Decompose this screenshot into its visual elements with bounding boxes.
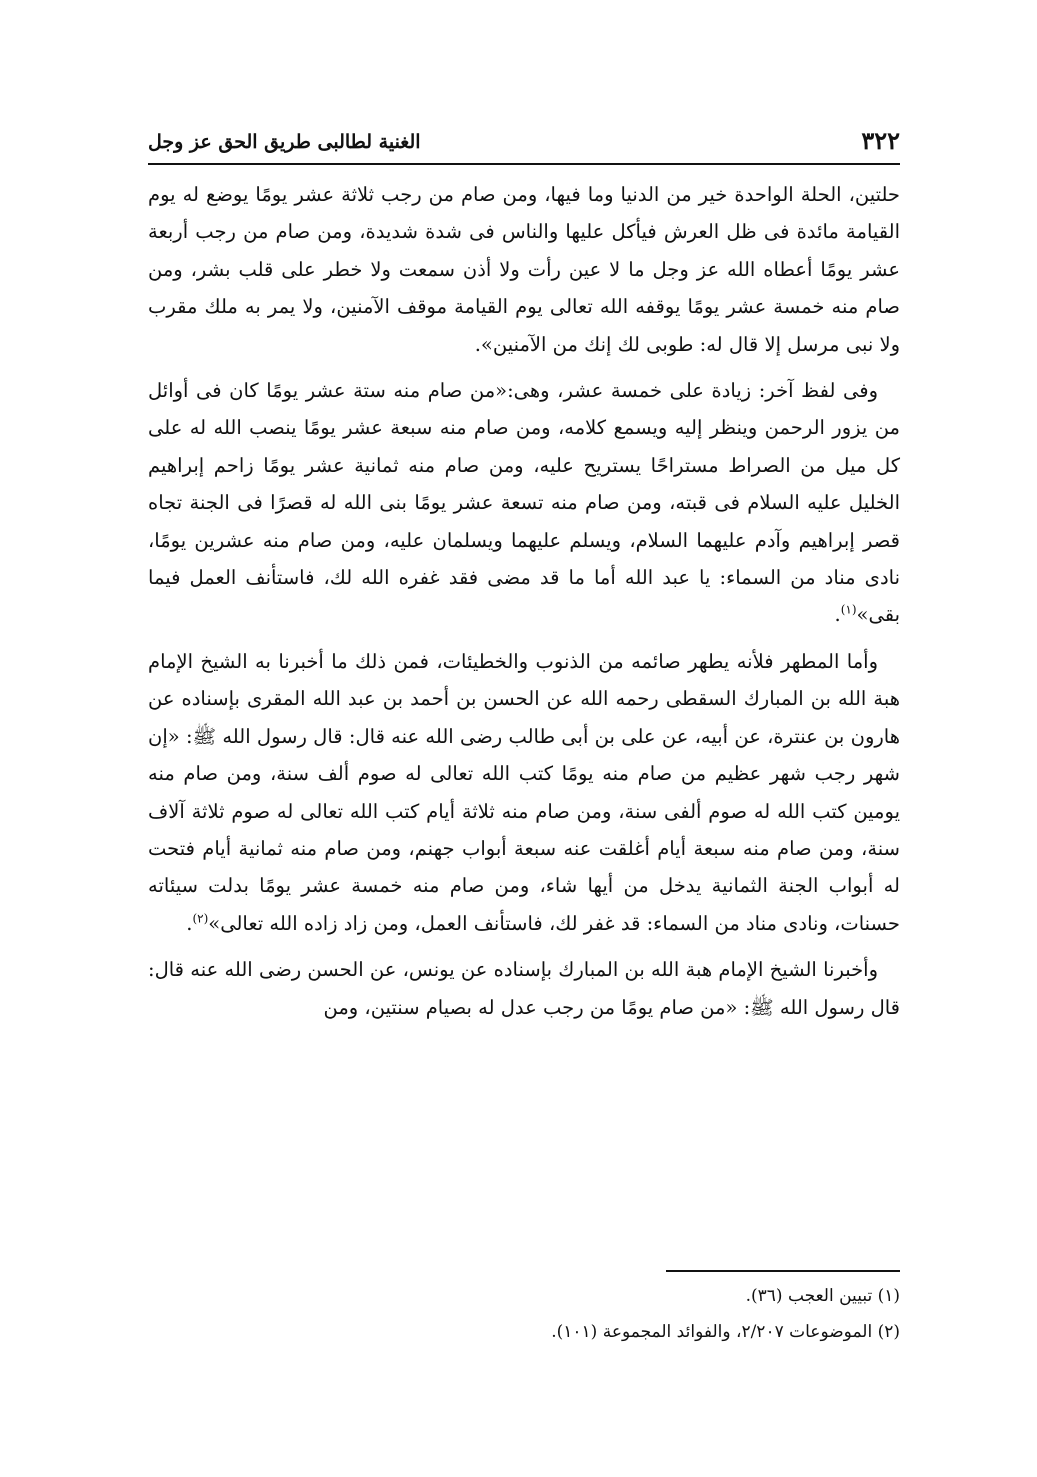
footnote-reference[interactable]: (١) (840, 602, 857, 617)
paragraph-text: وأخبرنا الشيخ الإمام هبة الله بن المبارك بإسناده عن يونس، عن الحسن رضى الله عنه قال: قال رسول الله ﷺ: «من صام يومًا من رجب عدل له بصيام سنتين، ومن (148, 958, 900, 1019)
header-divider (148, 163, 900, 165)
page-header (148, 126, 900, 160)
paragraph-text: حلتين، الحلة الواحدة خير من الدنيا وما فيها، ومن صام من رجب ثلاثة عشر يومًا يوضع له يوم القيامة مائدة فى ظل العرش فيأكل عليها والناس فى شدة شديدة، ومن صام من رجب أربعة عشر يومًا أعطاه الله عز وجل ما لا عين رأت ولا أذن سمعت ولا خطر على قلب بشر، ومن صام منه خمسة عشر يومًا يوقفه الله تعالى يوم القيامة موقف الآمنين، ولا يمر به ملك مقرب ولا نبى مرسل إلا قال له: طوبى لك إنك من الآمنين». (148, 183, 900, 356)
footnote-divider (666, 1270, 900, 1272)
page-number: ٣٢٢ (861, 126, 900, 155)
paragraph (148, 951, 900, 1026)
footnotes (148, 1278, 900, 1350)
paragraph (148, 176, 900, 363)
footnote-reference[interactable]: (٢) (192, 911, 209, 926)
paragraph-tail: . (186, 911, 193, 935)
paragraph-text: وأما المطهر فلأنه يطهر صائمه من الذنوب والخطيئات، فمن ذلك ما أخبرنا به الشيخ الإمام هبة الله بن المبارك السقطى رحمه الله عن الحسن بن أحمد بن عبد الله المقرى بإسناده عن هارون بن عنترة، عن أبيه، عن على بن أبى طالب رضى الله عنه قال: قال رسول الله ﷺ: «إن شهر رجب شهر عظيم من صام منه يومًا كتب الله تعالى له صوم ألف سنة، ومن صام منه يومين كتب الله له صوم ألفى سنة، ومن صام منه ثلاثة أيام كتب الله تعالى له صوم ثلاثة آلاف سنة، ومن صام منه سبعة أيام أغلقت عنه سبعة أبواب جهنم، ومن صام منه ثمانية أيام فتحت له أبواب الجنة الثمانية يدخل من أيها شاء، ومن صام منه خمسة عشر يومًا بدلت سيئاته حسنات، ونادى مناد من السماء: قد غفر لك، فاستأنف العمل، ومن زاد زاده الله تعالى» (148, 649, 900, 935)
paragraph (148, 372, 900, 634)
footnote-item: (٢) الموضوعات ٢/٢٠٧، والفوائد المجموعة (١٠١). (551, 1322, 900, 1342)
paragraph-tail: . (834, 603, 841, 627)
paragraph (148, 643, 900, 942)
footnote-item: (١) تبيين العجب (٣٦). (745, 1286, 900, 1306)
paragraph-text: وفى لفظ آخر: زيادة على خمسة عشر، وهى:«من صام منه ستة عشر يومًا كان فى أوائل من يزور الرحمن وينظر إليه ويسمع كلامه، ومن صام منه سبعة عشر يومًا ينصب الله له على كل ميل من الصراط مستراحًا يستريح عليه، ومن صام منه ثمانية عشر يومًا زاحم إبراهيم الخليل عليه السلام فى قبته، ومن صام منه تسعة عشر يومًا بنى الله له قصرًا فى الجنة تجاه قصر إبراهيم وآدم عليهما السلام، ويسلم عليهما ويسلمان عليه، ومن صام منه عشرين يومًا، نادى مناد من السماء: يا عبد الله أما ما قد مضى فقد غفره الله لك، فاستأنف العمل فيما بقى» (148, 379, 900, 627)
main-text (148, 176, 900, 1035)
running-title: الغنية لطالبى طريق الحق عز وجل (148, 131, 421, 153)
